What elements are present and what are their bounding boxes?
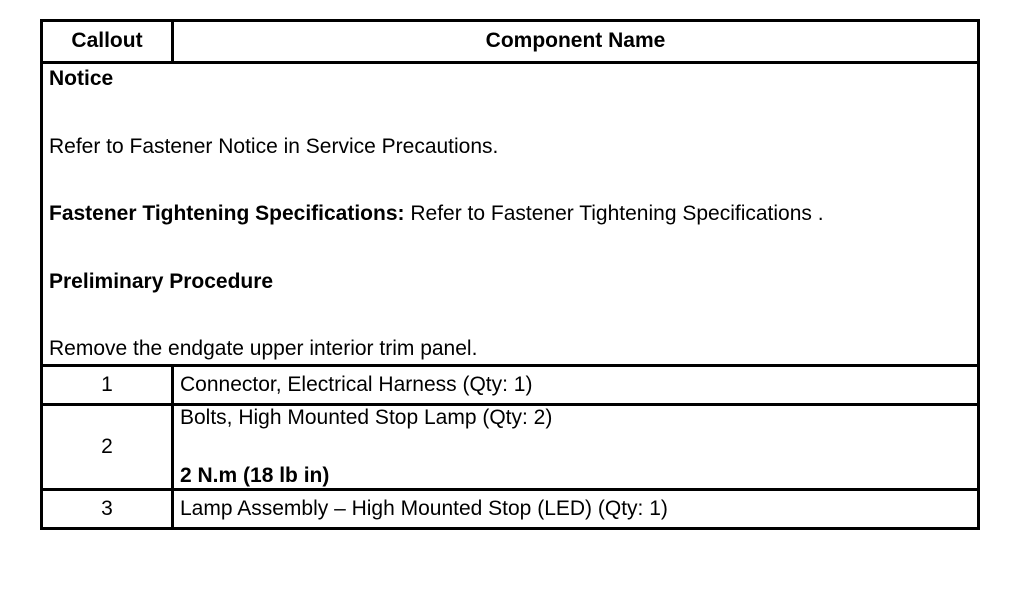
fastener-spec-line [49, 199, 971, 267]
preliminary-procedure-text: Remove the endgate upper interior trim panel. [49, 337, 478, 360]
callout-header: Callout [42, 21, 173, 63]
component-name-header: Component Name [173, 21, 979, 63]
notice-row [42, 63, 979, 366]
component-table [40, 19, 980, 530]
component-cell [173, 405, 979, 490]
table-row [42, 405, 979, 490]
component-name: Lamp Assembly – High Mounted Stop (LED) (Qty: 1) [173, 490, 979, 529]
notice-text: Refer to Fastener Notice in Service Precautions. [49, 134, 499, 158]
component-name: Connector, Electrical Harness (Qty: 1) [173, 366, 979, 405]
table-row [42, 490, 979, 529]
callout-number: 1 [42, 366, 173, 405]
fastener-spec-text: Refer to Fastener Tightening Specifications . [404, 202, 824, 225]
torque-spec: 2 N.m (18 lb in) [180, 464, 330, 487]
component-name: Bolts, High Mounted Stop Lamp (Qty: 2) [180, 406, 553, 429]
preliminary-procedure-title: Preliminary Procedure [49, 269, 274, 293]
callout-number: 3 [42, 490, 173, 529]
notice-title: Notice [49, 67, 114, 90]
table-header-row [42, 21, 979, 63]
table-row [42, 366, 979, 405]
fastener-spec-label: Fastener Tightening Specifications: [49, 202, 405, 225]
callout-number: 2 [42, 405, 173, 490]
notice-cell [42, 63, 979, 366]
